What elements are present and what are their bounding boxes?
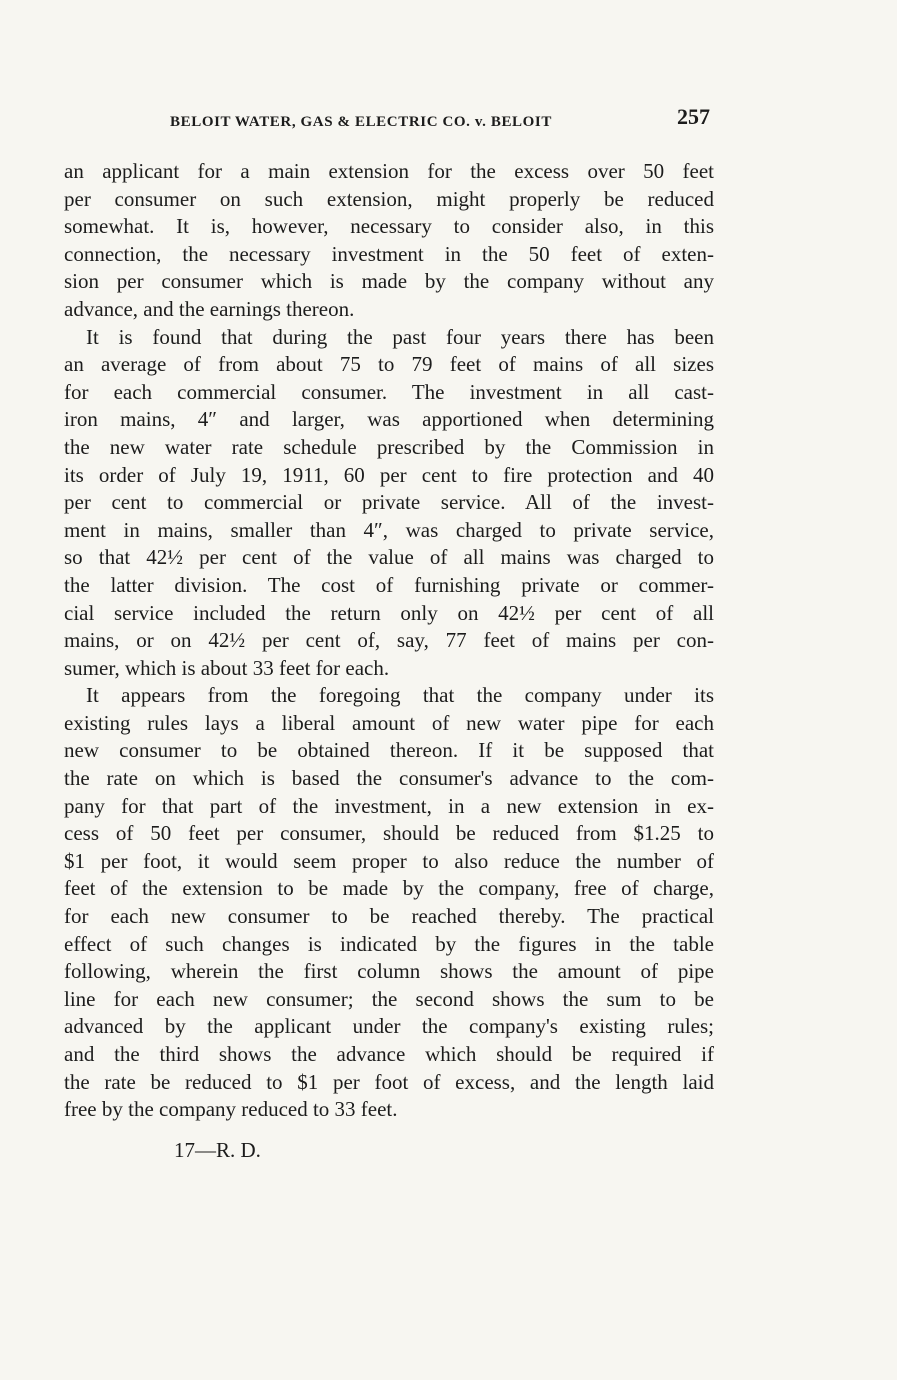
text-line: cial service included the return only on 42½ per cent of all <box>64 600 714 625</box>
text-line: $1 per foot, it would seem proper to also reduce the number of <box>64 848 714 873</box>
text-line: for each commercial consumer. The investment in all cast- <box>64 379 714 404</box>
text-line: so that 42½ per cent of the value of all mains was charged to <box>64 545 714 570</box>
text-line: connection, the necessary investment in the 50 feet of exten- <box>64 241 714 266</box>
text-line: free by the company reduced to 33 feet. <box>64 1097 398 1122</box>
text-line: per cent to commercial or private service. All of the invest- <box>64 490 714 515</box>
text-line: pany for that part of the investment, in a new extension in ex- <box>64 793 714 818</box>
text-line: mains, or on 42½ per cent of, say, 77 feet of mains per con- <box>64 628 714 653</box>
text-line: an applicant for a main extension for the excess over 50 feet <box>64 159 714 183</box>
paragraph <box>64 682 714 1124</box>
text-line: the latter division. The cost of furnishing private or commer- <box>64 572 714 597</box>
text-line: cess of 50 feet per consumer, should be reduced from $1.25 to <box>64 821 714 846</box>
text-line: the rate on which is based the consumer's advance to the com- <box>64 766 714 791</box>
text-line: It is found that during the past four years there has been <box>86 324 714 349</box>
text-line: its order of July 19, 1911, 60 per cent to fire protection and 40 <box>64 462 714 487</box>
text-line: advanced by the applicant under the company's existing rules; <box>64 1014 714 1039</box>
text-line: iron mains, 4″ and larger, was apportioned when determining <box>64 407 714 432</box>
text-line: existing rules lays a liberal amount of new water pipe for each <box>64 710 714 735</box>
text-line: and the third shows the advance which should be required if <box>64 1042 714 1066</box>
signature-mark: 17—R. D. <box>174 1138 261 1162</box>
running-title: BELOIT WATER, GAS & ELECTRIC CO. v. BELOIT <box>170 114 552 130</box>
text-line: per consumer on such extension, might properly be reduced <box>64 186 714 211</box>
text-line: the rate be reduced to $1 per foot of excess, and the length laid <box>64 1069 714 1094</box>
text-line: advance, and the earnings thereon. <box>64 296 355 321</box>
text-line: ment in mains, smaller than 4″, was charged to private service, <box>64 517 714 542</box>
text-line: following, wherein the first column shows the amount of pipe <box>64 959 714 984</box>
text-line: It appears from the foregoing that the company under its <box>86 683 714 708</box>
text-line: line for each new consumer; the second shows the sum to be <box>64 986 714 1011</box>
running-head <box>64 104 714 134</box>
paragraph <box>64 324 714 683</box>
body-text <box>64 158 714 1124</box>
paragraph <box>64 158 714 324</box>
text-line: for each new consumer to be reached thereby. The practical <box>64 904 714 929</box>
page-number: 257 <box>677 104 710 129</box>
text-line: somewhat. It is, however, necessary to consider also, in this <box>64 214 714 239</box>
text-line: sumer, which is about 33 feet for each. <box>64 655 390 680</box>
text-line: feet of the extension to be made by the company, free of charge, <box>64 876 714 901</box>
text-line: effect of such changes is indicated by the figures in the table <box>64 931 714 956</box>
text-line: the new water rate schedule prescribed by the Commission in <box>64 434 714 459</box>
text-line: new consumer to be obtained thereon. If it be supposed that <box>64 738 714 763</box>
text-line: an average of from about 75 to 79 feet of mains of all sizes <box>64 352 714 377</box>
text-line: sion per consumer which is made by the company without any <box>64 269 714 294</box>
